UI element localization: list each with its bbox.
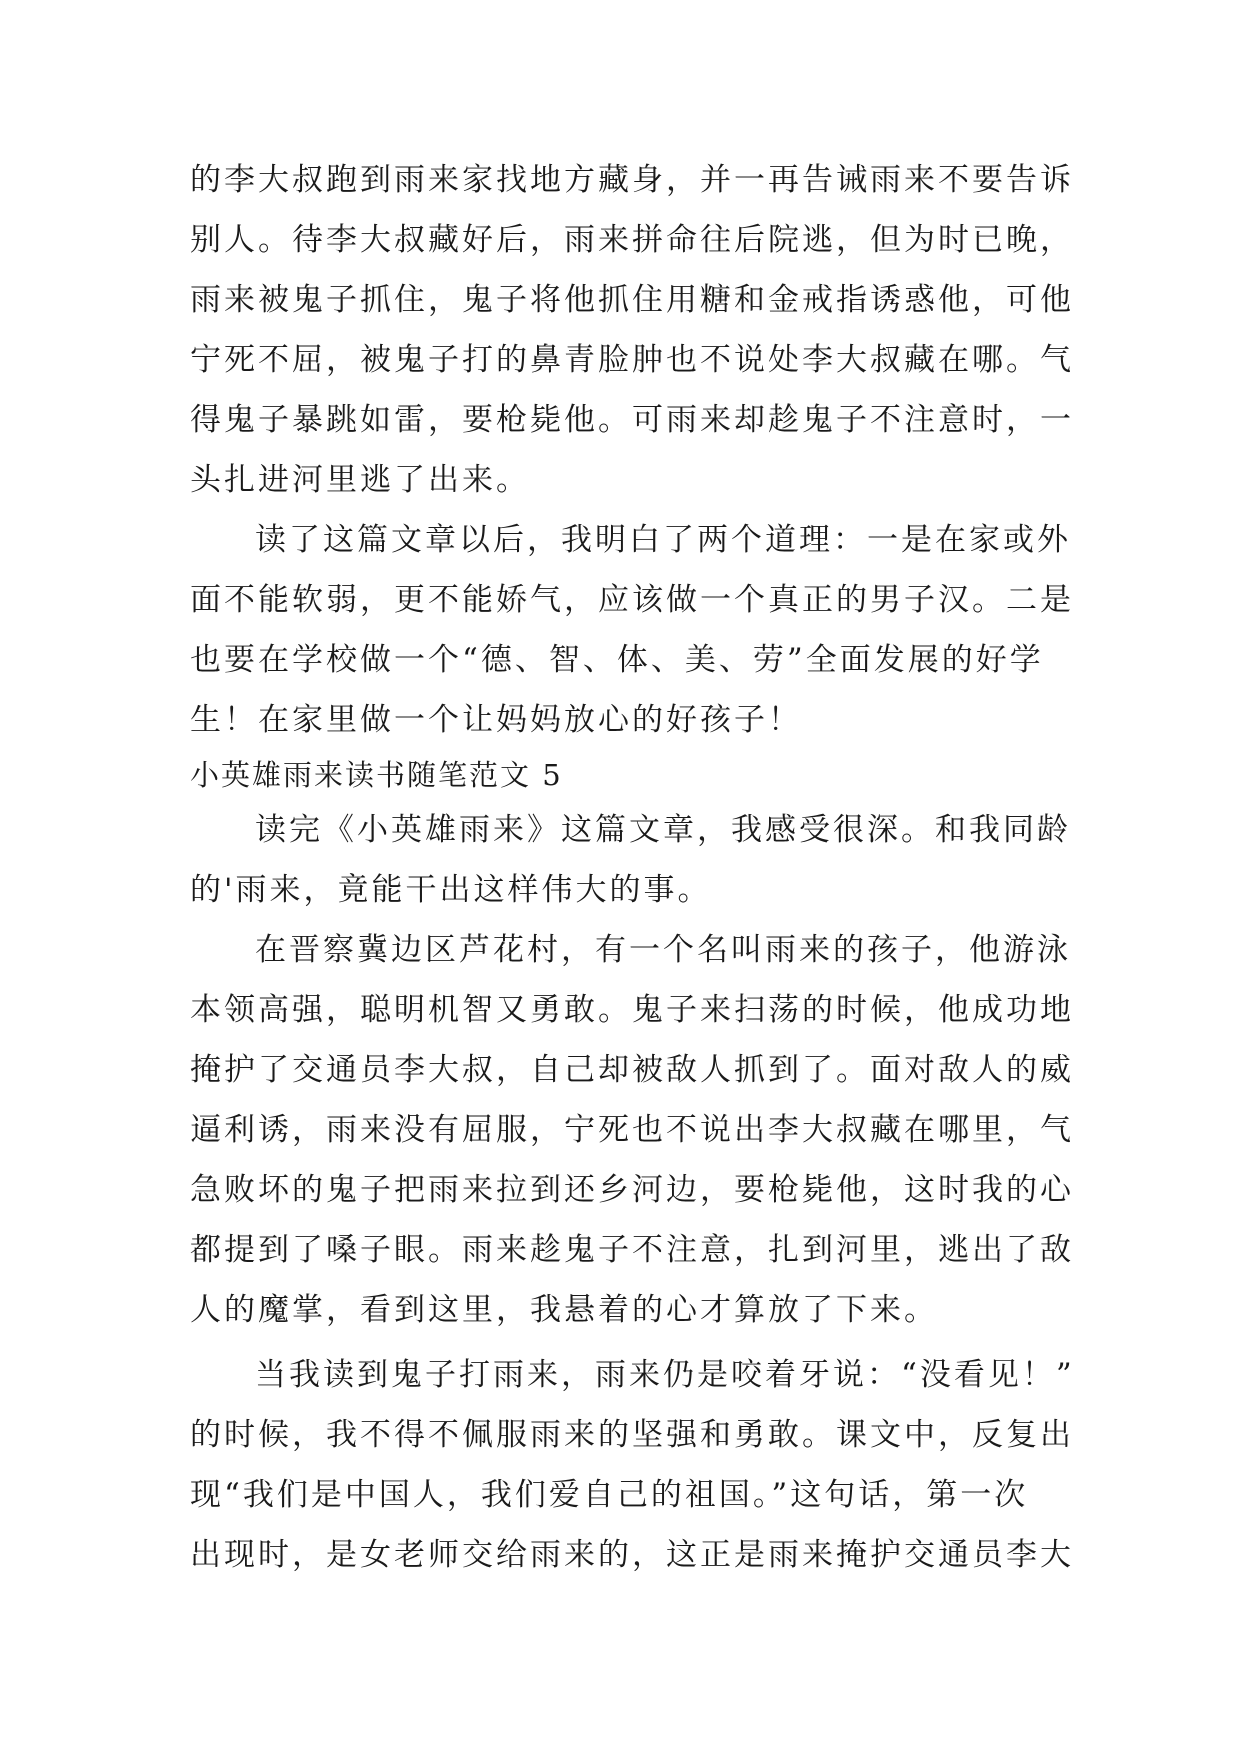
- text-line: 逼利诱，雨来没有屈服，宁死也不说出李大叔藏在哪里，气: [190, 1112, 1074, 1148]
- text-line: 本领高强，聪明机智又勇敢。鬼子来扫荡的时候，他成功地: [190, 992, 1074, 1028]
- paragraph-first-line: 在晋察冀边区芦花村，有一个名叫雨来的孩子，他游泳: [255, 932, 1071, 968]
- text-line: 都提到了嗓子眼。雨来趁鬼子不注意，扎到河里，逃出了敌: [190, 1232, 1074, 1268]
- text-line: 宁死不屈，被鬼子打的鼻青脸肿也不说处李大叔藏在哪。气: [190, 342, 1074, 378]
- text-line: 人的魔掌，看到这里，我悬着的心才算放了下来。: [190, 1292, 938, 1328]
- paragraph-first-line: 当我读到鬼子打雨来，雨来仍是咬着牙说：“没看见！”: [255, 1357, 1075, 1393]
- section-heading: 小英雄雨来读书随笔范文 5: [190, 758, 563, 792]
- text-line: 现“我们是中国人，我们爱自己的祖国。”这句话，第一次: [190, 1477, 1029, 1513]
- text-line: 的'雨来，竟能干出这样伟大的事。: [190, 872, 712, 908]
- paragraph-first-line: 读了这篇文章以后，我明白了两个道理：一是在家或外: [255, 522, 1071, 558]
- text-line: 出现时，是女老师交给雨来的，这正是雨来掩护交通员李大: [190, 1537, 1074, 1573]
- text-line: 别人。待李大叔藏好后，雨来拼命往后院逃，但为时已晚，: [190, 222, 1074, 258]
- paragraph-first-line: 读完《小英雄雨来》这篇文章，我感受很深。和我同龄: [255, 812, 1071, 848]
- text-line: 生！在家里做一个让妈妈放心的好孩子！: [190, 702, 802, 738]
- text-line: 也要在学校做一个“德、智、体、美、劳”全面发展的好学: [190, 642, 1044, 678]
- text-line: 的时候，我不得不佩服雨来的坚强和勇敢。课文中，反复出: [190, 1417, 1074, 1453]
- text-line: 面不能软弱，更不能娇气，应该做一个真正的男子汉。二是: [190, 582, 1074, 618]
- text-line: 的李大叔跑到雨来家找地方藏身，并一再告诫雨来不要告诉: [190, 162, 1074, 198]
- text-line: 雨来被鬼子抓住，鬼子将他抓住用糖和金戒指诱惑他，可他: [190, 282, 1074, 318]
- text-line: 得鬼子暴跳如雷，要枪毙他。可雨来却趁鬼子不注意时，一: [190, 402, 1074, 438]
- text-line: 急败坏的鬼子把雨来拉到还乡河边，要枪毙他，这时我的心: [190, 1172, 1074, 1208]
- text-line: 头扎进河里逃了出来。: [190, 462, 530, 498]
- text-line: 掩护了交通员李大叔，自己却被敌人抓到了。面对敌人的威: [190, 1052, 1074, 1088]
